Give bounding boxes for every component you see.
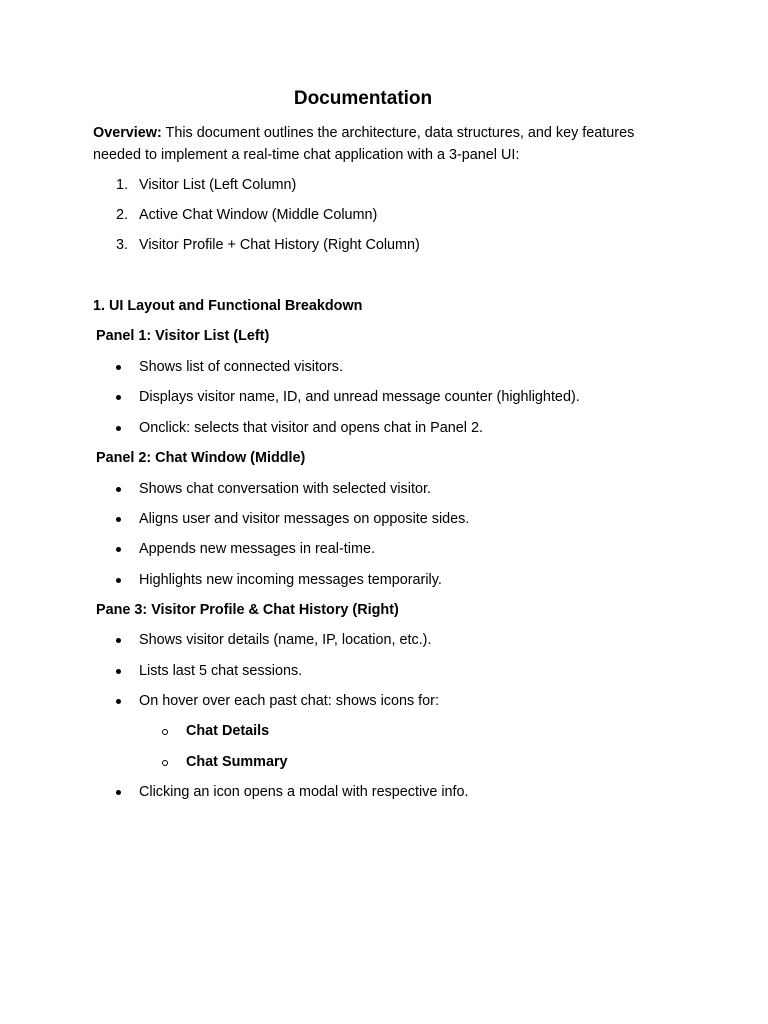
list-item: Aligns user and visitor messages on opposite sides. [139, 511, 470, 527]
list-item: Shows chat conversation with selected visitor. [139, 481, 431, 497]
list-item: On hover over each past chat: shows icons for: [139, 693, 439, 709]
list-item: Shows visitor details (name, IP, location, etc.). [139, 632, 432, 648]
numbered-item-marker: 2. [116, 207, 129, 223]
list-item: Onclick: selects that visitor and opens chat in Panel 2. [139, 420, 483, 436]
list-item: Clicking an icon opens a modal with respective info. [139, 784, 469, 800]
sub-list-item: Chat Details [186, 723, 270, 739]
list-item: Shows list of connected visitors. [139, 359, 343, 375]
numbered-item-text: Active Chat Window (Middle Column) [139, 207, 378, 223]
overview-text: This document outlines the architecture, data structures, and key features needed to implement a real-time chat application with a 3-panel UI: [93, 125, 635, 163]
list-item: Appends new messages in real-time. [139, 541, 375, 557]
document-title: Documentation [293, 88, 433, 109]
panel1-heading: Panel 1: Visitor List (Left) [96, 328, 270, 344]
list-item: Displays visitor name, ID, and unread message counter (highlighted). [139, 389, 580, 405]
panel3-heading: Pane 3: Visitor Profile & Chat History (Right) [96, 602, 399, 618]
numbered-item-marker: 1. [116, 177, 129, 193]
section-heading: 1. UI Layout and Functional Breakdown [93, 298, 363, 314]
overview-paragraph [93, 123, 673, 166]
overview-label: Overview: [93, 125, 162, 141]
numbered-item-text: Visitor List (Left Column) [139, 177, 297, 193]
numbered-item-text: Visitor Profile + Chat History (Right Column) [139, 237, 420, 253]
list-item: Lists last 5 chat sessions. [139, 663, 303, 679]
list-item: Highlights new incoming messages temporarily. [139, 572, 442, 588]
numbered-item-marker: 3. [116, 237, 129, 253]
sub-list-item: Chat Summary [186, 754, 288, 770]
panel2-heading: Panel 2: Chat Window (Middle) [96, 450, 306, 466]
